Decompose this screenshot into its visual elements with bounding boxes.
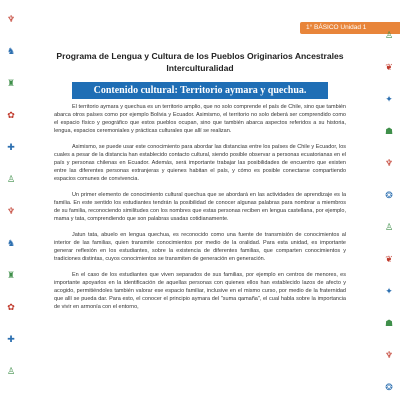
bird-icon: ♆ <box>384 159 394 169</box>
left-decorative-border <box>0 0 22 400</box>
star-icon: ✦ <box>385 287 393 297</box>
mask-icon: ☗ <box>384 127 394 137</box>
mask-icon: ☗ <box>384 319 394 329</box>
title-line-1: Programa de Lengua y Cultura de los Pueblos Originarios Ancestrales <box>56 51 344 61</box>
paragraph: En el caso de los estudiantes que viven separados de sus familias, por ejemplo en centros de menores, es importante apoyarlos en la identificación de aquellas personas con quienes ellos han establecido lazos de afecto y acogido, permitiéndoles también valorar ese espacio familiar, inclusive en el mismo curso, por medio de la fraternidad que allí se pueda dar. Para esto, el conocer el principio aymara del "suma qamaña", el cual habla sobre la importancia de vivir en armonía con el entorno, <box>54 272 346 311</box>
spiral-icon: ❂ <box>385 191 393 201</box>
feather-icon: ❦ <box>385 63 393 73</box>
figure-icon: ♙ <box>384 31 394 41</box>
feather-icon: ❦ <box>385 255 393 265</box>
condor-icon: ♆ <box>6 207 16 217</box>
paragraph: El territorio aymara y quechua es un territorio amplio, que no solo comprende el país de Chile, sino que también abarca otros países como por ejemplo Bolivia y Ecuador. Asimismo, el territorio no solo deberá ser comprendido como el espacio físico y geográfico que estos pueblos ocupan, sino que también abarca aspectos referidos a su historia, lengua, espacios ceremoniales y prácticas culturales que allí se realizan. <box>54 104 346 134</box>
figure-icon: ♙ <box>6 175 16 185</box>
spiral-icon: ❂ <box>385 383 393 393</box>
flower-icon: ✿ <box>7 303 15 313</box>
paragraph: Jatun tata, abuelo en lengua quechua, es reconocido como una fuente de transmisión de conocimientos al interior de las familias, quien transmite conocimientos por medio de la oralidad. Para esta unidad, es importante generar reflexión en los estudiantes, sobre la existencia de diferentes familias, que comparten conocimientos y tradiciones distintas, cuyos conocimientos se transmiten de generación en generación. <box>54 232 346 262</box>
figure-icon: ♙ <box>384 223 394 233</box>
warrior-icon: ♜ <box>6 79 16 89</box>
star-icon: ✦ <box>385 95 393 105</box>
right-decorative-border <box>378 0 400 400</box>
body-text <box>54 104 346 400</box>
flower-icon: ✿ <box>7 111 15 121</box>
cross-icon: ✚ <box>7 335 15 345</box>
llama-icon: ♞ <box>6 239 16 249</box>
document-title <box>40 50 360 74</box>
condor-icon: ♆ <box>6 15 16 25</box>
section-banner: Contenido cultural: Territorio aymara y quechua. <box>72 82 328 99</box>
cross-icon: ✚ <box>7 143 15 153</box>
warrior-icon: ♜ <box>6 271 16 281</box>
paragraph: Un primer elemento de conocimiento cultural quechua que se abordará en las actividades de aprendizaje es la familia. En este sentido los estudiantes tendrán la posibilidad de conocer algunas palabras para nombrar a miembros de su familia, reconociendo similitudes con los nombres que estas personas reciben en lengua castellana, por ejemplo, mama y tata, comprendiendo que son palabras usadas cotidianamente. <box>54 192 346 222</box>
llama-icon: ♞ <box>6 47 16 57</box>
bird-icon: ♆ <box>384 351 394 361</box>
title-line-2: Interculturalidad <box>166 63 234 73</box>
grade-unit-badge: 1° BÁSICO Unidad 1 <box>300 22 400 34</box>
paragraph: Asimismo, se puede usar este conocimiento para abordar las distancias entre los países de Chile y Ecuador, los cuales a pesar de la distancia han establecido contacto cultural, siendo posible observar a personas ecuatorianas en el país y personas chilenas en Ecuador. Además, será importante trabajar las posibilidades de encuentro que existen entre las diferentes personas extranjeras y quienes habitan el país, y cómo es posible conectarse compartiendo espacios comunes de convivencia. <box>54 144 346 182</box>
figure-icon: ♙ <box>6 367 16 377</box>
